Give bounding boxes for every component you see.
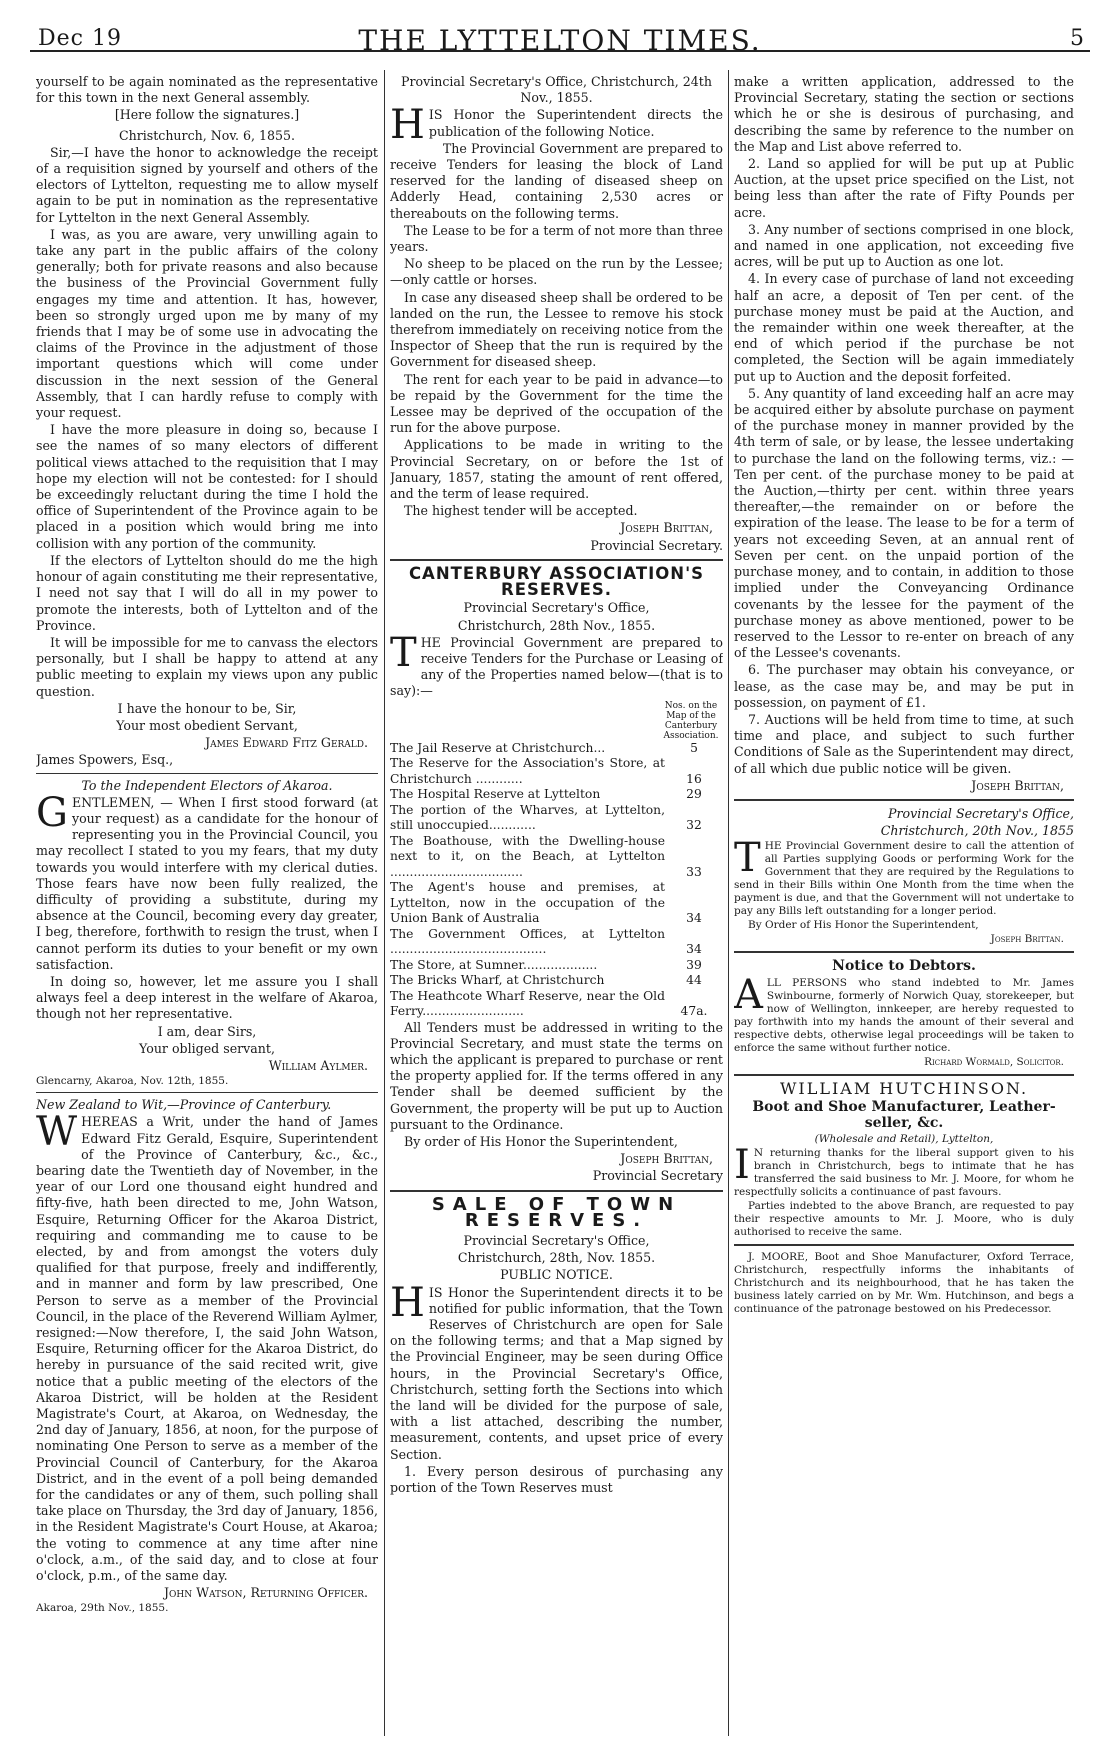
- reserves-headline: CANTERBURY ASSOCIATION'S RESERVES.: [408, 563, 705, 600]
- reserve-number: 16: [686, 771, 702, 786]
- notice-paragraph: The highest tender will be accepted.: [404, 503, 638, 519]
- drop-cap: T: [390, 629, 417, 676]
- sale-term: 2. Land so applied for will be put up at Public Auction, at the upset price specified on the List, not being less than after the rate of Fifty Pounds per acre.: [734, 156, 1074, 220]
- requisition-tail: yourself to be again nominated as the representative for this town in the next General assembly.: [36, 74, 378, 106]
- ad-body: I N returning thanks for the liberal support given to his branch in Christchurch, begs to intimate that he has transferred the said business to Mr. J. Moore, for whom he respectfully solicits a continuance of past favours.: [734, 1142, 1074, 1199]
- notice-paragraph: By order of His Honor the Superintendent,: [404, 1133, 678, 1149]
- letter-paragraph: Sir,—I have the honor to acknowledge the receipt of a requisition signed by yourself and others of the electors of Lyttelton, requesting me to allow myself again to be put in nomination as the representative for Lyttelton in the next General Assembly.: [36, 144, 378, 225]
- letter-paragraph: It will be impossible for me to canvass the electors personally, but I shall be happy to attend at any public meeting to explain my views upon any public question.: [36, 634, 378, 699]
- notice-body: In doing so, however, let me assure you I shall always feel a deep interest in the welfare of Akaroa, though not her representative.: [36, 973, 378, 1022]
- reserve-number: 29: [686, 787, 702, 802]
- sale-term: 6. The purchaser may obtain his conveyance, or lease, as the case may be, and may be put in possession, on payment of £1.: [734, 662, 1074, 710]
- reserve-name: The Agent's house and premises, at Lyttelton, now in the occupation of the Union Bank of Australia: [390, 880, 665, 926]
- writ-signature: John Watson, Returning Officer.: [163, 1585, 368, 1601]
- reserve-name: The Bricks Wharf, at Christchurch: [390, 973, 605, 988]
- notice-body: THE Provincial Government desire to call the attention of all Parties supplying Goods or performing Work for the Government that they are required by the Regulations to send in their Bills within One Month from the time when the payment is due, and that the Government will not undertake to pay any Bills left outstanding for a longer period.: [734, 835, 1074, 918]
- office-line: Provincial Secretary's Office,: [888, 805, 1074, 821]
- notice-heading: New Zealand to Wit,—Province of Canterbury.: [36, 1097, 332, 1113]
- office-line: Provincial Secretary's Office,: [463, 600, 650, 616]
- notice-title: Provincial Secretary.: [590, 537, 723, 553]
- divider: [390, 1190, 723, 1192]
- divider: [36, 1092, 378, 1093]
- reserve-row: [390, 973, 723, 989]
- notice-paragraph: No sheep to be placed on the run by the Lessee;—only cattle or horses.: [390, 256, 723, 288]
- letter-signature: James Edward Fitz Gerald.: [205, 735, 368, 751]
- notice-paragraph: 1. Every person desirous of purchasing any portion of the Town Reserves must: [390, 1463, 723, 1495]
- public-notice-heading: PUBLIC NOTICE.: [500, 1267, 613, 1283]
- notice-paragraph: All Tenders must be addressed in writing to the Provincial Secretary, and must state the terms on which the applicant is prepared to purchase or rent the property applied for. If the terms offered in any Tender shall be deemed sufficient by the Government, the property will be put up to Auction pursuant to the Ordinance.: [390, 1019, 723, 1132]
- advertiser-name: WILLIAM HUTCHINSON.: [779, 1078, 1029, 1098]
- notice-paragraph: The Provincial Government are prepared to receive Tenders for leasing the block of Land reserved for the landing of diseased sheep on Adderly Head, containing 2,530 acres or thereabouts on the following terms.: [390, 140, 723, 221]
- reserve-row: [390, 803, 723, 834]
- reserve-row: [390, 927, 723, 958]
- reserve-name: The Boathouse, with the Dwelling-house next to it, on the Beach, at Lyttelton ..................................: [390, 833, 665, 879]
- ad-body: J. MOORE, Boot and Shoe Manufacturer, Oxford Terrace, Christchurch, respectfully informs the inhabitants of Christchurch and its neighbourhood, that he has taken the business lately carried on by Mr. Wm. Hutchinson, and begs a continuance of the patronage bestowed on his Predecessor.: [734, 1251, 1074, 1316]
- letter-closing: I have the honour to be, Sir,: [117, 700, 297, 716]
- letter-closing: I am, dear Sirs,: [157, 1023, 257, 1039]
- reserve-row: [390, 834, 723, 881]
- nos-header-wrap: [390, 701, 723, 741]
- reserve-name: The Hospital Reserve at Lyttelton: [390, 787, 601, 802]
- dateline: Akaroa, 29th Nov., 1855.: [36, 1602, 169, 1615]
- drop-cap: W: [36, 1109, 78, 1156]
- reserve-number: 47a.: [680, 1004, 708, 1019]
- newspaper-title: THE LYTTELTON TIMES.: [358, 24, 762, 57]
- reserve-name: The Heathcote Wharf Reserve, near the Old Ferry..........................: [390, 988, 665, 1019]
- masthead-date: Dec 19: [38, 26, 122, 51]
- divider: [36, 773, 378, 774]
- reserve-number: 34: [686, 911, 702, 926]
- letter-closing: Your obliged servant,: [139, 1040, 275, 1056]
- reserve-number: 32: [686, 818, 702, 833]
- ad-body: Parties indebted to the above Branch, are requested to pay their respective amounts to Mr. J. Moore, who is duly authorised to receive the same.: [734, 1200, 1074, 1239]
- column-1: [36, 74, 378, 1734]
- sale-term: 4. In every case of purchase of land not exceeding half an acre, a deposit of Ten per cent. of the purchase money must be paid at the Auction, and the remainder within one week thereafter, at the end of which period if the purchase be not completed, the Section will be again immediately put up to Auction and the deposit forfeited.: [734, 271, 1074, 384]
- notice-signature: Richard Wormald, Solicitor.: [924, 1055, 1064, 1068]
- notice-paragraph: The Lease to be for a term of not more than three years.: [390, 222, 723, 255]
- letter-dateline: Christchurch, Nov. 6, 1855.: [118, 127, 296, 143]
- office-dateline: Provincial Secretary's Office, Christchurch, 24th Nov., 1855.: [401, 74, 712, 106]
- reserve-name: The Store, at Sumner...................: [390, 957, 598, 972]
- letter-closing: Your most obedient Servant,: [116, 717, 298, 733]
- notice-body: HIS Honor the Superintendent directs the publication of the following Notice.: [390, 102, 723, 149]
- drop-cap: I: [734, 1142, 750, 1189]
- reserve-number: 5: [690, 740, 698, 755]
- letter-addressee: James Spowers, Esq.,: [36, 752, 174, 768]
- notice-body: ALL PERSONS who stand indebted to Mr. James Swinbourne, formerly of Norwich Quay, storekeeper, but now of Wellington, innkeeper, are hereby requested to pay forthwith into my hands the amount of their several and respective debts, otherwise legal proceedings will be taken to enforce the same without further notice.: [734, 971, 1074, 1054]
- writ-body: WHEREAS a Writ, under the hand of James Edward Fitz Gerald, Esquire, Superintendent of the Province of Canterbury, &c., &c., bearing date the Twentieth day of November, in the year of our Lord one thousand eight hundred and fifty-five, hath been directed to me, John Watson, Esquire, Returning Officer for the Akaroa District, requiring and commanding me to cause to be elected, by and from amongst the voters duly qualified for that purpose, freely and indifferently, and in manner and form by law prescribed, One Person to serve as a member of the Provincial Council, in the place of the Reverend William Aylmer, resigned:—Now therefore, I, the said John Watson, Esquire, Returning officer for the Akaroa District, do hereby in pursuance of the said recited writ, give notice that a public meeting of the electors of the Akaroa District, will be holden at the Resident Magistrate's Court, at Akaroa, on Wednesday, the 2nd day of January, 1856, at noon, for the purpose of nominating One Person to serve as a member of the Provincial Council of Canterbury, for the Akaroa District, and in the event of a poll being demanded for the candidates or any of them, such polling shall take place on Thursday, the 3rd day of January, 1856, in the Resident Magistrate's Court House, at Akaroa; the voting to commence at any time after nine o'clock, a.m., of the said day, and to close at four o'clock, p.m., of the same day.: [36, 1109, 378, 1584]
- reserve-number: 44: [686, 973, 702, 988]
- masthead: [30, 18, 1090, 57]
- reserve-row: [390, 787, 723, 803]
- reserve-number: 34: [686, 942, 702, 957]
- sale-continuation: make a written application, addressed to the Provincial Secretary, stating the section or sections which he or she is desirous of purchasing, and describing the same by reference to the number on the Map and List above referred to.: [734, 74, 1074, 154]
- notice-paragraph: By Order of His Honor the Superintendent,: [748, 919, 979, 932]
- date-line: Christchurch, 28th Nov., 1855.: [457, 617, 656, 633]
- reserve-row: [390, 880, 723, 927]
- drop-cap: H: [390, 102, 425, 149]
- sale-headline: SALE OF TOWN RESERVES.: [431, 1193, 682, 1231]
- dateline: Glencarny, Akaroa, Nov. 12th, 1855.: [36, 1075, 229, 1088]
- notice-heading: To the Independent Electors of Akaroa.: [81, 777, 333, 793]
- divider: [734, 951, 1074, 953]
- drop-cap: H: [390, 1279, 425, 1326]
- nos-header: Nos. on the Map of the Canterbury Association.: [663, 700, 719, 741]
- advertiser-trade: Boot and Shoe Manufacturer, Leather-seller, &c.: [752, 1098, 1056, 1131]
- notice-paragraph: The rent for each year to be paid in advance—to be repaid by the Government for the time the Lessee may be deprived of the occupation of the run for the above purpose.: [390, 371, 723, 436]
- reserve-row: [390, 741, 723, 757]
- notice-signature: Joseph Brittan,: [971, 777, 1064, 793]
- reserve-name: The portion of the Wharves, at Lyttelton, still unoccupied............: [390, 802, 665, 833]
- divider: [734, 799, 1074, 801]
- signatures-note: [Here follow the signatures.]: [114, 107, 300, 123]
- notice-signature: Joseph Brittan,: [620, 1151, 713, 1167]
- reserve-name: The Government Offices, at Lyttelton ........................................: [390, 926, 665, 957]
- column-3: [734, 74, 1074, 1734]
- reserve-name: The Reserve for the Association's Store, at Christchurch ............: [390, 756, 665, 786]
- notice-signature: Joseph Brittan,: [620, 520, 713, 536]
- divider: [390, 559, 723, 561]
- notice-signature: Joseph Brittan.: [990, 933, 1064, 946]
- reserve-row: [390, 958, 723, 974]
- notice-paragraph: Applications to be made in writing to the Provincial Secretary, on or before the 1st of January, 1857, stating the amount of rent offered, and the term of lease required.: [390, 437, 723, 502]
- letter-paragraph: If the electors of Lyttelton should do me the high honour of again constituting me their representative, I need not say that I will do all in my power to promote the interests, both of Lyttelton and of the Province.: [36, 552, 378, 633]
- sale-term: 5. Any quantity of land exceeding half an acre may be acquired either by absolute purchase on payment of the purchase money in manner provided by the 4th term of sale, or by lease, the lessee undertaking to purchase the land on the following terms, viz.: —Ten per cent. of the purchase money to be paid at the Auction,—thirty per cent. within three years thereafter,—the remainder on or before the expiration of the lease. The lease to be for a term of years not exceeding Seven, at an annual rent of Seven per cent. on the unpaid portion of the purchase money, and to contain, in addition to those implied under the Conveyancing Ordinance covenants by the lessee for the payment of the purchase money as above mentioned, power to be reserved to the Lessor to re-enter on breach of any of the Lessee's covenants.: [734, 385, 1074, 661]
- drop-cap: G: [36, 789, 68, 836]
- office-line: Provincial Secretary's Office,: [463, 1232, 650, 1248]
- column-2: [390, 74, 723, 1734]
- reserves-table: [390, 741, 723, 1020]
- reserve-row: [390, 756, 723, 787]
- debtors-headline: Notice to Debtors.: [832, 958, 976, 975]
- letter-signature: William Aylmer.: [268, 1057, 368, 1073]
- notice-body: HIS Honor the Superintendent directs it to be notified for public information, that the Town Reserves of Christchurch are open for Sale on the following terms; and that a Map signed by the Provincial Engineer, may be seen during Office hours, in the Provincial Secretary's Office, Christchurch, setting forth the Sections into which the land will be divided for the purpose of sale, with a list attached, describing the number, measurement, contents, and upset price of every Section.: [390, 1279, 723, 1462]
- letter-paragraph: I have the more pleasure in doing so, because I see the names of so many electors of different political views attached to the requisition that I may hope my election will not be contested: for I should be exceedingly reluctant during the time I hold the office of Superintendent of the Province again to be placed in a position which would bring me into collision with any portion of the community.: [36, 422, 378, 551]
- advertiser-sub: (Wholesale and Retail), Lyttelton,: [814, 1133, 994, 1146]
- column-divider: [728, 70, 729, 1736]
- reserve-number: 39: [686, 957, 702, 972]
- notice-body: THE Provincial Government are prepared to receive Tenders for the Purchase or Leasing of any of the Properties named below—(that is to say):—: [390, 629, 723, 699]
- date-line: Christchurch, 28th, Nov. 1855.: [457, 1250, 656, 1266]
- divider: [734, 1074, 1074, 1076]
- letter-paragraph: I was, as you are aware, very unwilling again to take any part in the public affairs of the colony generally; both for private reasons and also because the business of the Provincial Government fully engages my time and attention. It has, however, been so strongly urged upon me by many of my friends that I may be of some use in advocating the claims of the Province in the adjustment of those important questions which will come under discussion in the next session of the General Assembly, that I can hardly refuse to comply with your request.: [36, 226, 378, 421]
- notice-paragraph: In case any diseased sheep shall be ordered to be landed on the run, the Lessee to remove his stock therefrom immediately on receiving notice from the Inspector of Sheep that the run is required by the Government for diseased sheep.: [390, 289, 723, 370]
- column-divider: [384, 70, 385, 1736]
- drop-cap: T: [734, 835, 761, 882]
- date-line: Christchurch, 20th Nov., 1855: [880, 823, 1074, 839]
- sale-term: 3. Any number of sections comprised in one block, and named in one application, not exceeding five acres, will be put up to Auction as one lot.: [734, 221, 1074, 270]
- reserve-number: 33: [686, 864, 702, 879]
- notice-body: GENTLEMEN, — When I first stood forward (at your request) as a candidate for the honour of representing you in the Provincial Council, you may recollect I stated to you my fears, that my duty towards you would interfere with my clerical duties. Those fears have now been fully realized, the difficulty of providing a substitute, during my absence at the Council, becoming every day greater, I beg, therefore, forthwith to resign the trust, when I cannot perform its duties to your benefit or my own satisfaction.: [36, 789, 378, 972]
- drop-cap: A: [734, 971, 763, 1018]
- page-number: 5: [1070, 26, 1084, 51]
- notice-title: Provincial Secretary: [592, 1168, 723, 1184]
- reserve-row: [390, 989, 723, 1020]
- reserve-name: The Jail Reserve at Christchurch...: [390, 740, 606, 755]
- sale-term: 7. Auctions will be held from time to time, at such time and place, and subject to such further Conditions of Sale as the Superintendent may direct, of all which due public notice will be given.: [734, 711, 1074, 776]
- divider: [734, 1244, 1074, 1246]
